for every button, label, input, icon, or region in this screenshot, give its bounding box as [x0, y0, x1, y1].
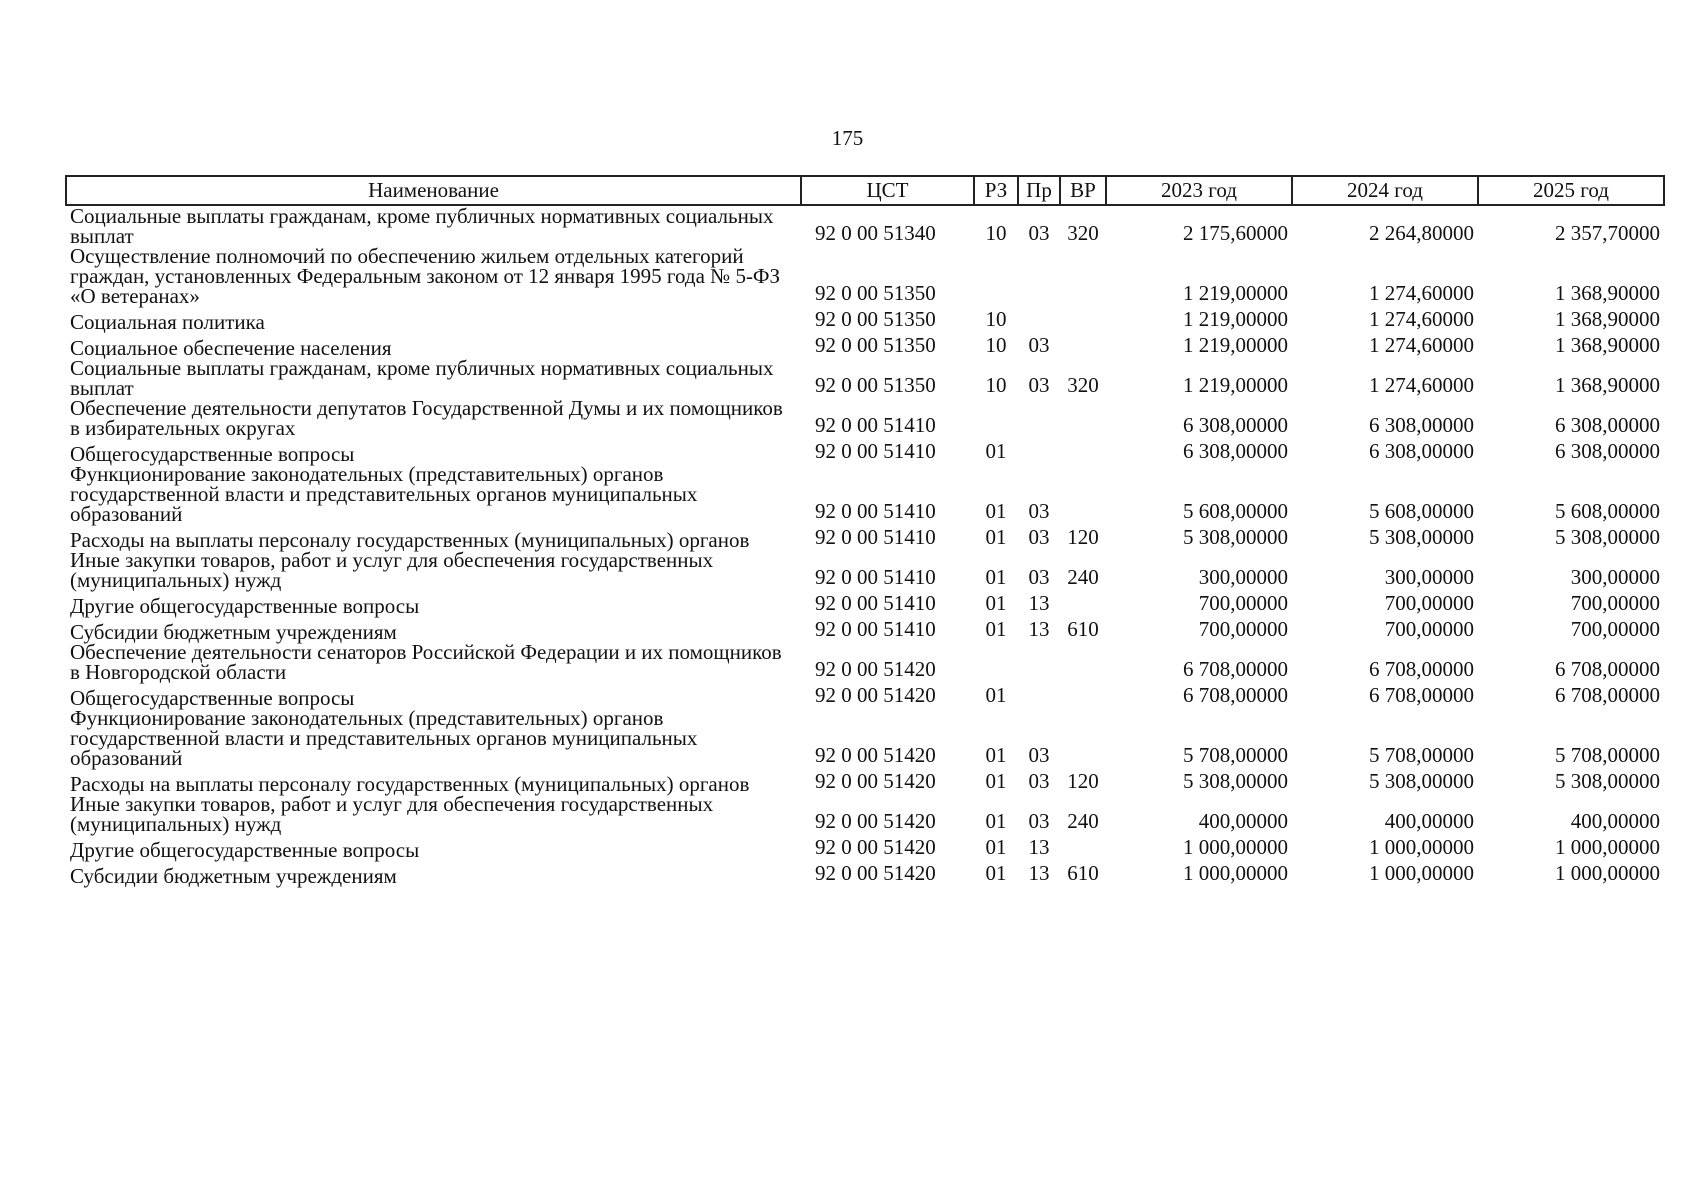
row-cst: 92 0 00 51420 [815, 809, 936, 833]
row-vr: 120 [1067, 769, 1099, 793]
row-2024: 2 264,80000 [1369, 221, 1474, 245]
row-2025: 5 608,00000 [1555, 499, 1660, 523]
row-2025: 1 000,00000 [1555, 861, 1660, 885]
row-name: Функционирование законодательных (представительных) органов государственной власти и представительных органов муниципальных образований [70, 462, 698, 526]
row-2023: 700,00000 [1198, 617, 1288, 641]
row-vr: 320 [1067, 373, 1099, 397]
row-cst: 92 0 00 51420 [815, 683, 936, 707]
row-2023: 5 608,00000 [1183, 499, 1288, 523]
row-rz: 01 [985, 617, 1007, 641]
row-2024: 1 274,60000 [1369, 307, 1474, 331]
header-2024: 2024 год [1292, 176, 1478, 205]
row-vr [1060, 332, 1106, 358]
row-cst: 92 0 00 51350 [815, 307, 936, 331]
row-vr: 610 [1067, 617, 1099, 641]
row-vr [1060, 438, 1106, 464]
table-row [66, 398, 1664, 438]
row-2024: 6 308,00000 [1369, 413, 1474, 437]
row-rz: 10 [985, 307, 1007, 331]
row-pr: 03 [1028, 221, 1050, 245]
row-2025: 5 708,00000 [1555, 743, 1660, 767]
row-name: Расходы на выплаты персоналу государственных (муниципальных) органов [70, 528, 750, 552]
page-number: 175 [831, 126, 864, 150]
row-2023: 6 708,00000 [1183, 683, 1288, 707]
header-2025: 2025 год [1478, 176, 1664, 205]
row-vr [1060, 642, 1106, 682]
row-2023: 5 308,00000 [1183, 525, 1288, 549]
row-pr: 13 [1028, 617, 1050, 641]
row-vr: 240 [1067, 565, 1099, 589]
table-row [66, 246, 1664, 306]
row-name: Функционирование законодательных (представительных) органов государственной власти и представительных органов муниципальных образований [70, 706, 698, 770]
row-2025: 6 308,00000 [1555, 439, 1660, 463]
row-2023: 1 219,00000 [1183, 281, 1288, 305]
table-row [66, 332, 1664, 358]
table-row [66, 708, 1664, 768]
row-pr: 03 [1028, 769, 1050, 793]
table-row [66, 768, 1664, 794]
row-cst: 92 0 00 51420 [815, 835, 936, 859]
row-vr [1060, 464, 1106, 524]
row-pr: 03 [1028, 743, 1050, 767]
row-vr [1060, 246, 1106, 306]
header-vr: ВР [1060, 176, 1106, 205]
row-pr: 03 [1028, 499, 1050, 523]
row-pr [1018, 642, 1060, 682]
row-name: Расходы на выплаты персоналу государственных (муниципальных) органов [70, 772, 750, 796]
row-name: Общегосударственные вопросы [70, 686, 355, 710]
row-2023: 6 708,00000 [1183, 657, 1288, 681]
row-name: Обеспечение деятельности депутатов Государственной Думы и их помощников в избирательных округах [70, 396, 783, 440]
row-name: Иные закупки товаров, работ и услуг для обеспечения государственных (муниципальных) нужд [70, 792, 714, 836]
row-2024: 6 308,00000 [1369, 439, 1474, 463]
table-row [66, 205, 1664, 246]
row-cst: 92 0 00 51410 [815, 591, 936, 615]
row-vr: 610 [1067, 861, 1099, 885]
row-pr [1018, 682, 1060, 708]
header-cst: ЦСТ [801, 176, 974, 205]
header-pr: Пр [1018, 176, 1060, 205]
row-2023: 1 219,00000 [1183, 333, 1288, 357]
row-2025: 6 308,00000 [1555, 413, 1660, 437]
row-rz: 10 [985, 373, 1007, 397]
table-body [66, 205, 1664, 886]
row-cst: 92 0 00 51410 [815, 413, 936, 437]
table-header-row [66, 176, 1664, 205]
row-2023: 5 308,00000 [1183, 769, 1288, 793]
row-rz: 01 [985, 591, 1007, 615]
row-rz: 01 [985, 769, 1007, 793]
row-2023: 1 219,00000 [1183, 307, 1288, 331]
table-row [66, 616, 1664, 642]
row-cst: 92 0 00 51410 [815, 499, 936, 523]
row-name: Социальная политика [70, 310, 265, 334]
table-row [66, 438, 1664, 464]
row-cst: 92 0 00 51410 [815, 617, 936, 641]
row-vr: 120 [1067, 525, 1099, 549]
table-row [66, 834, 1664, 860]
row-rz: 01 [985, 809, 1007, 833]
row-pr [1018, 398, 1060, 438]
row-name: Социальные выплаты гражданам, кроме публичных нормативных социальных выплат [70, 204, 774, 248]
row-pr: 13 [1028, 861, 1050, 885]
row-2023: 700,00000 [1198, 591, 1288, 615]
row-rz: 01 [985, 525, 1007, 549]
row-cst: 92 0 00 51420 [815, 861, 936, 885]
row-2024: 6 708,00000 [1369, 657, 1474, 681]
table-row [66, 860, 1664, 886]
row-name: Общегосударственные вопросы [70, 442, 355, 466]
row-pr: 03 [1028, 809, 1050, 833]
row-name: Субсидии бюджетным учреждениям [70, 864, 397, 888]
row-2023: 6 308,00000 [1183, 413, 1288, 437]
row-name: Социальное обеспечение населения [70, 336, 392, 360]
row-2025: 400,00000 [1570, 809, 1660, 833]
row-name: Иные закупки товаров, работ и услуг для обеспечения государственных (муниципальных) нужд [70, 548, 714, 592]
row-rz: 10 [985, 221, 1007, 245]
row-2025: 1 368,90000 [1555, 373, 1660, 397]
row-cst: 92 0 00 51410 [815, 525, 936, 549]
row-2025: 5 308,00000 [1555, 769, 1660, 793]
row-rz: 10 [985, 333, 1007, 357]
row-2024: 5 608,00000 [1369, 499, 1474, 523]
table-row [66, 524, 1664, 550]
row-pr: 03 [1028, 565, 1050, 589]
row-2025: 700,00000 [1570, 617, 1660, 641]
row-2024: 5 308,00000 [1369, 769, 1474, 793]
row-name: Социальные выплаты гражданам, кроме публичных нормативных социальных выплат [70, 356, 774, 400]
row-rz [974, 398, 1018, 438]
row-rz: 01 [985, 743, 1007, 767]
row-2023: 5 708,00000 [1183, 743, 1288, 767]
table-row [66, 306, 1664, 332]
row-name: Осуществление полномочий по обеспечению жильем отдельных категорий граждан, установленных Федеральным законом от 12 января 1995 года № 5-ФЗ «О ветеранах» [70, 244, 781, 308]
row-pr: 03 [1028, 333, 1050, 357]
table-row [66, 464, 1664, 524]
row-cst: 92 0 00 51350 [815, 333, 936, 357]
row-vr [1060, 708, 1106, 768]
row-2025: 1 368,90000 [1555, 281, 1660, 305]
row-2023: 6 308,00000 [1183, 439, 1288, 463]
table-row [66, 642, 1664, 682]
row-name: Обеспечение деятельности сенаторов Российской Федерации и их помощников в Новгородской области [70, 640, 782, 684]
row-2025: 2 357,70000 [1555, 221, 1660, 245]
row-cst: 92 0 00 51410 [815, 439, 936, 463]
row-rz: 01 [985, 683, 1007, 707]
row-2024: 1 000,00000 [1369, 861, 1474, 885]
row-vr: 320 [1067, 221, 1099, 245]
row-2024: 400,00000 [1384, 809, 1474, 833]
row-2025: 1 368,90000 [1555, 307, 1660, 331]
row-2024: 1 000,00000 [1369, 835, 1474, 859]
row-rz [974, 246, 1018, 306]
row-name: Другие общегосударственные вопросы [70, 838, 420, 862]
row-2024: 700,00000 [1384, 617, 1474, 641]
row-name: Другие общегосударственные вопросы [70, 594, 420, 618]
header-rz: РЗ [974, 176, 1018, 205]
row-2023: 1 000,00000 [1183, 861, 1288, 885]
row-2023: 300,00000 [1198, 565, 1288, 589]
row-2024: 1 274,60000 [1369, 333, 1474, 357]
row-pr: 13 [1028, 835, 1050, 859]
row-2023: 1 219,00000 [1183, 373, 1288, 397]
row-rz: 01 [985, 439, 1007, 463]
row-2025: 1 000,00000 [1555, 835, 1660, 859]
row-vr [1060, 398, 1106, 438]
row-pr [1018, 246, 1060, 306]
row-2025: 5 308,00000 [1555, 525, 1660, 549]
row-2024: 300,00000 [1384, 565, 1474, 589]
row-name: Субсидии бюджетным учреждениям [70, 620, 397, 644]
row-vr [1060, 306, 1106, 332]
row-rz: 01 [985, 565, 1007, 589]
row-rz: 01 [985, 861, 1007, 885]
row-2024: 700,00000 [1384, 591, 1474, 615]
row-2025: 700,00000 [1570, 591, 1660, 615]
table-row [66, 682, 1664, 708]
header-2023: 2023 год [1106, 176, 1292, 205]
table-row [66, 590, 1664, 616]
row-cst: 92 0 00 51420 [815, 657, 936, 681]
row-rz: 01 [985, 835, 1007, 859]
row-cst: 92 0 00 51420 [815, 769, 936, 793]
row-pr: 03 [1028, 373, 1050, 397]
row-2024: 5 308,00000 [1369, 525, 1474, 549]
row-rz: 01 [985, 499, 1007, 523]
row-rz [974, 642, 1018, 682]
table-row [66, 358, 1664, 398]
row-pr [1018, 438, 1060, 464]
row-2025: 300,00000 [1570, 565, 1660, 589]
row-2024: 1 274,60000 [1369, 281, 1474, 305]
budget-table [65, 175, 1665, 886]
row-vr: 240 [1067, 809, 1099, 833]
table-row [66, 550, 1664, 590]
row-cst: 92 0 00 51410 [815, 565, 936, 589]
row-cst: 92 0 00 51420 [815, 743, 936, 767]
row-2024: 1 274,60000 [1369, 373, 1474, 397]
row-2025: 6 708,00000 [1555, 683, 1660, 707]
row-2024: 6 708,00000 [1369, 683, 1474, 707]
row-pr [1018, 306, 1060, 332]
row-vr [1060, 682, 1106, 708]
row-2024: 5 708,00000 [1369, 743, 1474, 767]
header-name: Наименование [66, 176, 801, 205]
row-2023: 400,00000 [1198, 809, 1288, 833]
row-cst: 92 0 00 51350 [815, 281, 936, 305]
row-pr: 13 [1028, 591, 1050, 615]
row-cst: 92 0 00 51350 [815, 373, 936, 397]
row-2025: 6 708,00000 [1555, 657, 1660, 681]
row-2025: 1 368,90000 [1555, 333, 1660, 357]
row-2023: 1 000,00000 [1183, 835, 1288, 859]
table-row [66, 794, 1664, 834]
row-vr [1060, 834, 1106, 860]
row-pr: 03 [1028, 525, 1050, 549]
row-cst: 92 0 00 51340 [815, 221, 936, 245]
row-2023: 2 175,60000 [1183, 221, 1288, 245]
row-vr [1060, 590, 1106, 616]
